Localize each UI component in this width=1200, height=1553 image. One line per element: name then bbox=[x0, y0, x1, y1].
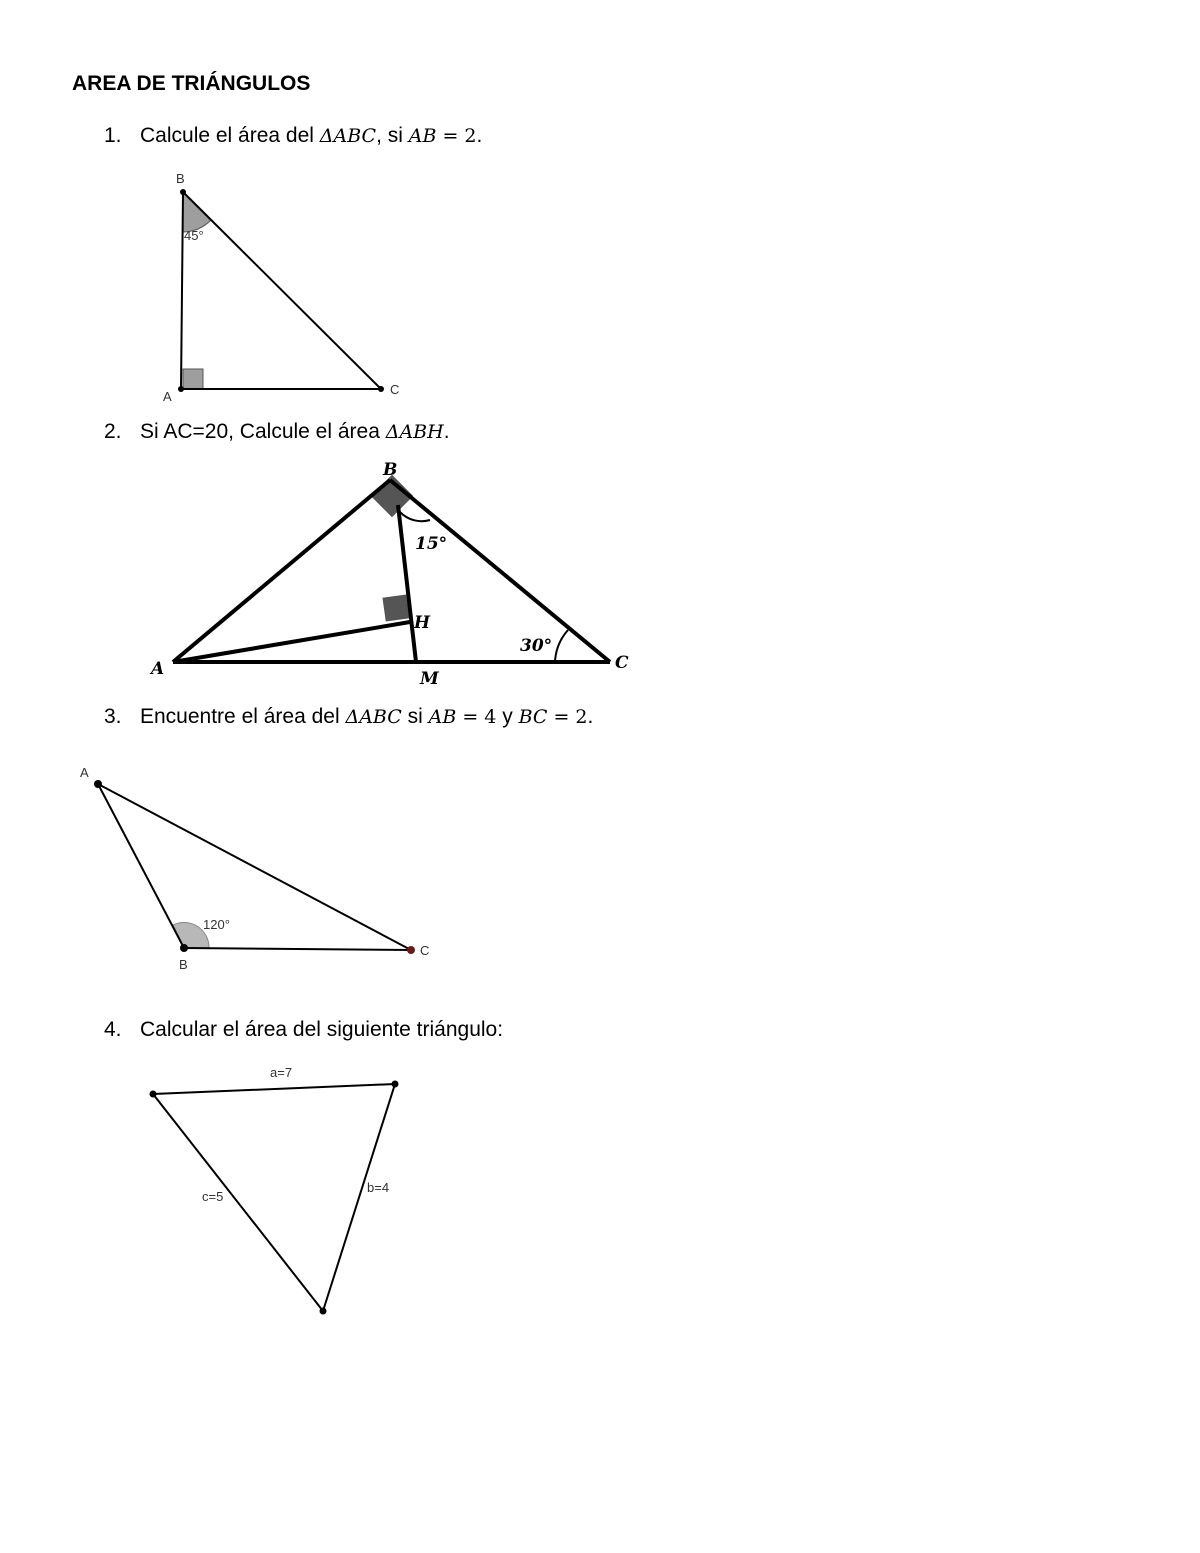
problem-4-vertex-right bbox=[392, 1081, 399, 1088]
problem-2-text: Si AC=20, Calcule el área bbox=[140, 420, 386, 443]
page-title: AREA DE TRIÁNGULOS bbox=[72, 72, 311, 95]
problem-4-number: 4. bbox=[104, 1018, 122, 1041]
problem-3-triangle-symbol: ΔABC bbox=[345, 706, 402, 728]
problem-2-angle-label-c: 30° bbox=[520, 636, 553, 656]
problem-4-text: Calcular el área del siguiente triángulo: bbox=[140, 1018, 504, 1041]
problem-4-side-c-label: c=5 bbox=[202, 1189, 224, 1204]
problem-3-label-a: A bbox=[80, 765, 89, 780]
problem-4-side-b-line bbox=[323, 1084, 395, 1311]
problem-1-text-si: , si bbox=[376, 124, 409, 147]
problem-1-side-ab: AB bbox=[408, 125, 437, 147]
problem-1-text: Calcule el área del bbox=[140, 124, 320, 147]
problem-3-side-ab-value: = 4 bbox=[456, 706, 497, 728]
problem-1-label-b: B bbox=[176, 171, 185, 186]
problem-2-label-b: B bbox=[383, 460, 398, 480]
problem-4-side-b-label: b=4 bbox=[367, 1180, 390, 1195]
problem-3-angle-label: 120° bbox=[203, 917, 230, 932]
problem-2-period: . bbox=[443, 420, 450, 443]
problem-3-text: Encuentre el área del bbox=[140, 705, 346, 728]
problem-1-number: 1. bbox=[104, 124, 122, 147]
problem-1-period: . bbox=[476, 124, 483, 147]
problem-4-vertex-bottom bbox=[320, 1308, 327, 1315]
problem-2-triangle-symbol: ΔABH bbox=[385, 421, 444, 443]
problem-1-triangle-symbol: ΔABC bbox=[319, 125, 377, 147]
problem-3-number: 3. bbox=[104, 705, 122, 728]
problem-3-label-b: B bbox=[179, 957, 188, 972]
problem-3-side-bc-value: = 2 bbox=[547, 706, 588, 728]
problem-2-label-m: M bbox=[420, 669, 439, 689]
problem-3-text-y: y bbox=[496, 705, 519, 728]
problem-2-angle-label-b: 15° bbox=[415, 534, 448, 554]
problem-2-label-c: C bbox=[615, 653, 629, 673]
problem-3-text-si: si bbox=[401, 705, 429, 728]
problem-1-side-value: = 2 bbox=[436, 125, 477, 147]
problem-3-period: . bbox=[587, 705, 594, 728]
problem-3-side-ab: AB bbox=[428, 706, 457, 728]
problem-2-label-a: A bbox=[151, 659, 165, 679]
problem-3-side-bc: BC bbox=[518, 706, 548, 728]
problem-4-side-a-label: a=7 bbox=[270, 1065, 293, 1080]
problem-1-label-a: A bbox=[163, 389, 172, 404]
problem-4-side-c-line bbox=[153, 1094, 323, 1311]
problem-4-side-a-line bbox=[153, 1084, 395, 1094]
problem-1-angle-label: 45° bbox=[184, 228, 204, 243]
problem-1-label-c: C bbox=[390, 382, 400, 397]
problem-4-vertex-left bbox=[150, 1091, 157, 1098]
problem-3-label-c: C bbox=[420, 943, 430, 958]
problem-2-number: 2. bbox=[104, 420, 122, 443]
problem-2-label-h: H bbox=[414, 613, 431, 633]
